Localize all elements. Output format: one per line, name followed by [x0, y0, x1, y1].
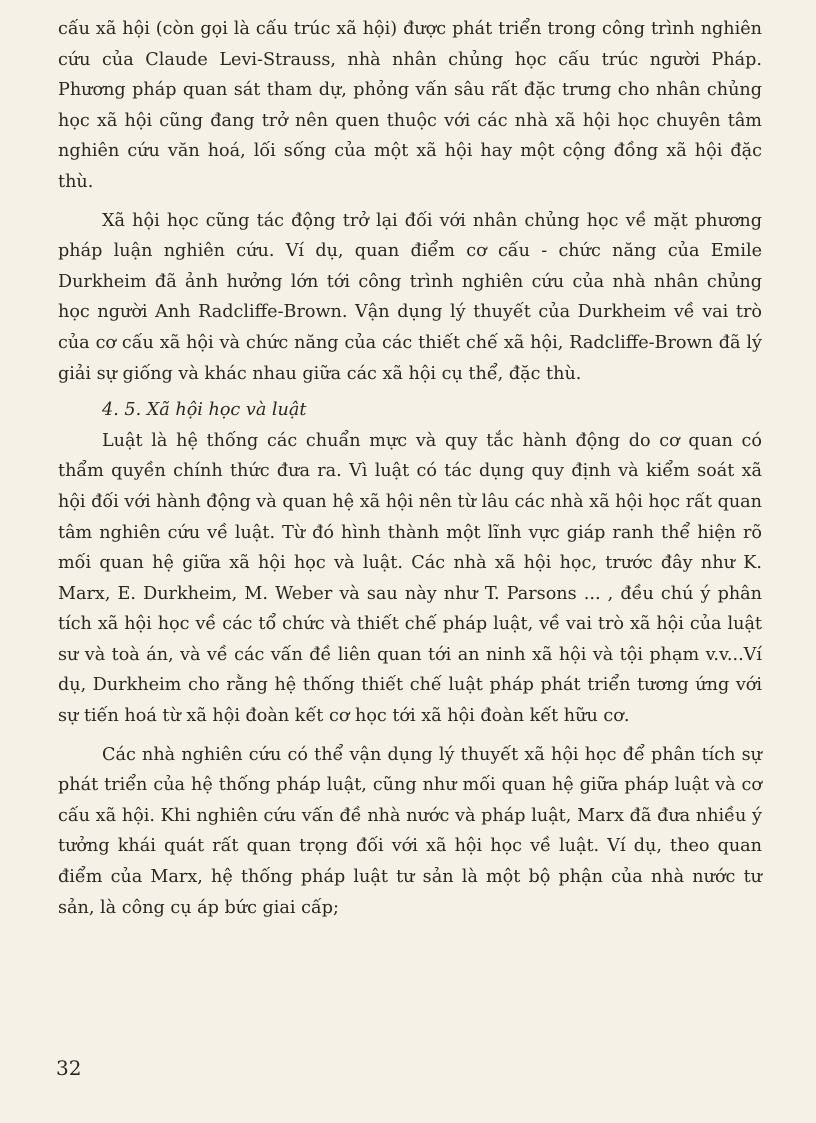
- paragraph-continued: cấu xã hội (còn gọi là cấu trúc xã hội) được phát triển trong công trình nghiên cứu của Claude Levi-Strauss, nhà nhân chủng học cấu trúc người Pháp. Phương pháp quan sát tham dự, phỏng vấn sâu rất đặc trưng cho nhân chủng học xã hội cũng đang trở nên quen thuộc với các nhà xã hội học chuyên tâm nghiên cứu văn hoá, lối sống của một xã hội hay một cộng đồng xã hội đặc thù.: [58, 19, 762, 192]
- paragraph-law-definition: Luật là hệ thống các chuẩn mực và quy tắc hành động do cơ quan có thẩm quyền chính thức đưa ra. Vì luật có tác dụng quy định và kiểm soát xã hội đối với hành động và quan hệ xã hội nên từ lâu các nhà xã hội học rất quan tâm nghiên cứu về luật. Từ đó hình thành một lĩnh vực giáp ranh thể hiện rõ mối quan hệ giữa xã hội học và luật. Các nhà xã hội học, trước đây như K. Marx, E. Durkheim, M. Weber và sau này như T. Parsons ... , đều chú ý phân tích xã hội học về các tổ chức và thiết chế pháp luật, về vai trò xã hội của luật sư và toà án, và về các vấn đề liên quan tới an ninh xã hội và tội phạm v.v...Ví dụ, Durkheim cho rằng hệ thống thiết chế luật pháp phát triển tương ứng với sự tiến hoá từ xã hội đoàn kết cơ học tới xã hội đoàn kết hữu cơ.: [58, 430, 762, 727]
- section-heading: 4. 5. Xã hội học và luật: [102, 400, 307, 421]
- paragraph-sociology-influence: Xã hội học cũng tác động trở lại đối với nhân chủng học về mặt phương pháp luận nghiên cứu. Ví dụ, quan điểm cơ cấu - chức năng của Emile Durkheim đã ảnh hưởng lớn tới công trình nghiên cứu của nhà nhân chủng học người Anh Radcliffe-Brown. Vận dụng lý thuyết của Durkheim về vai trò của cơ cấu xã hội và chức năng của các thiết chế xã hội, Radcliffe-Brown đã lý giải sự giống và khác nhau giữa các xã hội cụ thể, đặc thù.: [58, 210, 762, 384]
- page-number: 32: [56, 1056, 82, 1080]
- paragraph-legal-systems: Các nhà nghiên cứu có thể vận dụng lý thuyết xã hội học để phân tích sự phát triển của hệ thống pháp luật, cũng như mối quan hệ giữa pháp luật và cơ cấu xã hội. Khi nghiên cứu vấn đề nhà nước và pháp luật, Marx đã đưa nhiều ý tưởng khái quát rất quan trọng đối với xã hội học về luật. Ví dụ, theo quan điểm của Marx, hệ thống pháp luật tư sản là một bộ phận của nhà nước tư sản, là công cụ áp bức giai cấp;: [58, 744, 762, 918]
- page-body: [58, 14, 762, 923]
